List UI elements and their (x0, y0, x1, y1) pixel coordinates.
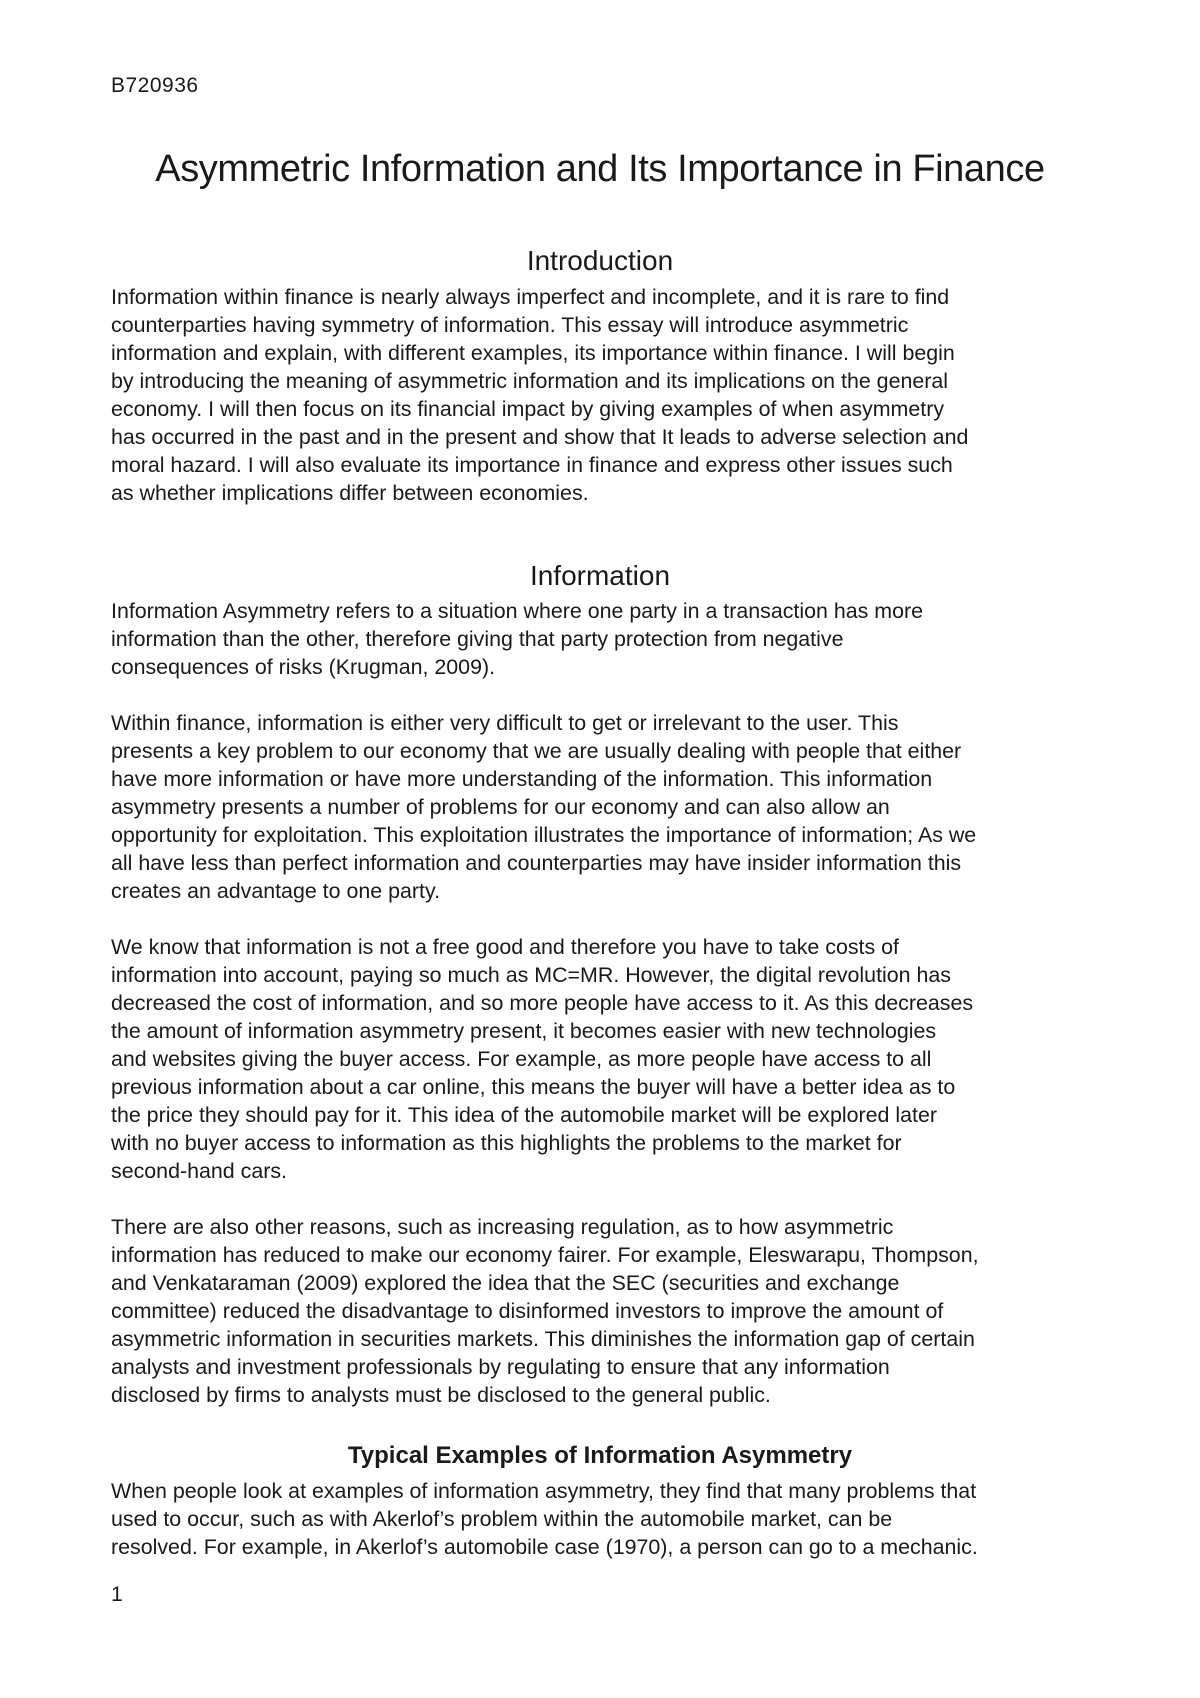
introduction-paragraph: Information within finance is nearly always imperfect and incomplete, and it is rare to find counterparties having symmetry of information. This essay will introduce asymmetric information and explain, with different examples, its importance within finance. I will begin by introducing the meaning of asymmetric information and its implications on the general economy. I will then focus on its financial impact by giving examples of when asymmetry has occurred in the past and in the present and show that It leads to adverse selection and moral hazard. I will also evaluate its importance in finance and express other issues such as whether implications differ between economies. (111, 285, 969, 505)
typical-examples-paragraph: When people look at examples of information asymmetry, they find that many problems that used to occur, such as with Akerlof’s problem within the automobile market, can be resolved. For example, in Akerlof’s automobile case (1970), a person can go to a mechanic. (111, 1479, 978, 1559)
information-paragraph-1: Information Asymmetry refers to a situation where one party in a transaction has more information than the other, therefore giving that party protection from negative consequences of risks (Krugman, 2009). (111, 599, 924, 679)
section-heading-introduction: Introduction (526, 245, 674, 276)
document-id: B720936 (111, 74, 199, 97)
section-heading-typical-examples: Typical Examples of Information Asymmetry (347, 1442, 853, 1469)
information-paragraph-3: We know that information is not a free good and therefore you have to take costs of information into account, paying so much as MC=MR. However, the digital revolution has decreased the cost of information, and so more people have access to it. As this decreases the amount of information asymmetry present, it becomes easier with new technologies and websites giving the buyer access. For example, as more people have access to all previous information about a car online, this means the buyer will have a better idea as to the price they should pay for it. This idea of the automobile market will be explored later with no buyer access to information as this highlights the problems to the market for second-hand cars. (111, 935, 974, 1183)
section-heading-information: Information (529, 560, 671, 591)
information-paragraph-2: Within finance, information is either very difficult to get or irrelevant to the user. This presents a key problem to our economy that we are usually dealing with people that either have more information or have more understanding of the information. This information asymmetry presents a number of problems for our economy and can also allow an opportunity for exploitation. This exploitation illustrates the importance of information; As we all have less than perfect information and counterparties may have insider information this creates an advantage to one party. (111, 711, 977, 903)
document-title: Asymmetric Information and Its Importance in Finance (155, 148, 1045, 190)
page-number: 1 (111, 1583, 123, 1606)
information-paragraph-4: There are also other reasons, such as increasing regulation, as to how asymmetric information has reduced to make our economy fairer. For example, Eleswarapu, Thompson, and Venkataraman (2009) explored the idea that the SEC (securities and exchange committee) reduced the disadvantage to disinformed investors to improve the amount of asymmetric information in securities markets. This diminishes the information gap of certain analysts and investment professionals by regulating to ensure that any information disclosed by firms to analysts must be disclosed to the general public. (111, 1215, 979, 1407)
